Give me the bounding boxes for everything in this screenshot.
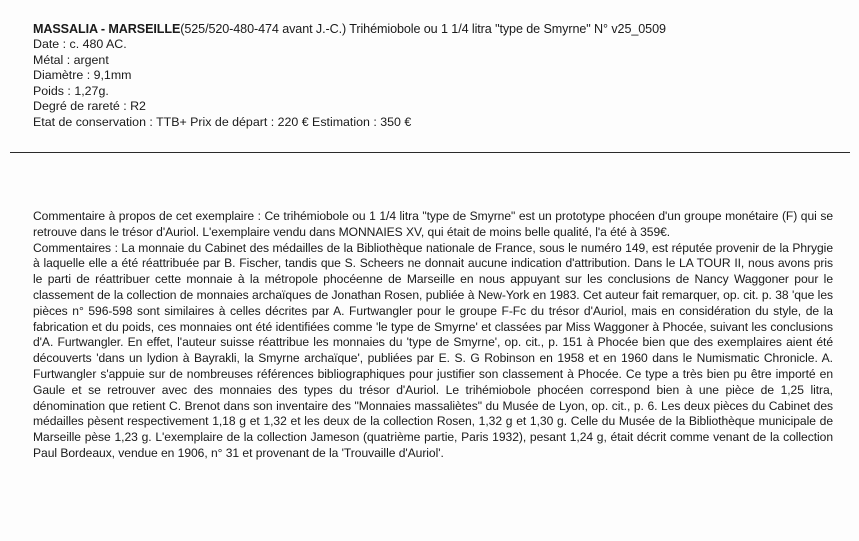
specimen-comment: Commentaire à propos de cet exemplaire : Ce trihémiobole ou 1 1/4 litra "type de Smyrne" est un prototype phocéen d'un groupe monétaire (F) qui se retrouve dans le trésor d'Auriol. L'exemplaire vendu dans MONNAIES XV, qui était de moins belle qualité, l'a été à 359€. bbox=[33, 209, 833, 239]
lot-title bbox=[33, 22, 833, 37]
lot-metal: Métal : argent bbox=[33, 52, 109, 67]
lot-weight: Poids : 1,27g. bbox=[33, 83, 109, 98]
lot-title-details: (525/520-480-474 avant J.-C.) Trihémiobole ou 1 1/4 litra "type de Smyrne" N° v25_0509 bbox=[180, 22, 666, 36]
lot-description bbox=[33, 209, 833, 462]
lot-rarity: Degré de rareté : R2 bbox=[33, 99, 146, 113]
lot-diameter: Diamètre : 9,1mm bbox=[33, 68, 132, 82]
general-comments: Commentaires : La monnaie du Cabinet des médailles de la Bibliothèque nationale de France, sous le numéro 149, est réputée provenir de la Phrygie à laquelle elle a été réattribuée par B. Fischer, tandis que S. Scheers ne donnait aucune indication d'attribution. Dans le LA TOUR II, nous avons pris le parti de réattribuer cette monnaie à la métropole phocéenne de Marseille en nous appuyant sur les conclusions de Nancy Waggoner pour le classement de la collection de monnaies archaïques de Jonathan Rosen, publiée à New-York en 1983. Cet auteur fait remarquer, op. cit. p. 38 'que les pièces n° 596-598 sont similaires à celles décrites par A. Furtwangler pour le groupe F-Fc du trésor d'Auriol, mais en considération du style, de la fabrication et du poids, ces monnaies ont été identifiées comme 'le type de Smyrne' et classées par Miss Waggoner à Phocée, suivant les conclusions d'A. Furtwangler. En effet, l'auteur suisse réattribue les monnaies du 'type de Smyrne', op. cit., p. 151 à Phocée bien que des exemplaires aient été découverts 'dans un lydion à Bayrakli, la Smyrne archaïque', publiées par E. S. G Robinson en 1958 et en 1960 dans le Numismatic Chronicle. A. Furtwangler s'appuie sur de nombreuses références bibliographiques pour justifier son classement à Phocée. Ce type a très bien pu être importé en Gaule et se retrouver avec des monnaies des types du trésor d'Auriol. Le trihémiobole phocéen correspond bien à une pièce de 1,25 litra, dénomination que retient C. Brenot dans son inventaire des "Monnaies massaliètes" du Musée de Lyon, op. cit., p. 6. Les deux pièces du Cabinet des médailles pèsent respectivement 1,18 g et 1,32 et les deux de la collection Rosen, 1,32 g et 1,30 g. Celle du Musée de la Bibliothèque municipale de Marseille pèse 1,23 g. L'exemplaire de la collection Jameson (quatrième partie, Paris 1932), pesant 1,24 g, était décrit comme venant de la collection Paul Bordeaux, vendue en 1906, n° 31 et provenant de la 'Trouvaille d'Auriol'. bbox=[33, 240, 833, 460]
section-divider bbox=[10, 152, 850, 153]
lot-date: Date : c. 480 AC. bbox=[33, 37, 127, 51]
lot-title-city: MASSALIA - MARSEILLE bbox=[33, 22, 181, 36]
lot-header bbox=[33, 22, 833, 130]
lot-condition-price: Etat de conservation : TTB+ Prix de départ : 220 € Estimation : 350 € bbox=[33, 114, 412, 129]
